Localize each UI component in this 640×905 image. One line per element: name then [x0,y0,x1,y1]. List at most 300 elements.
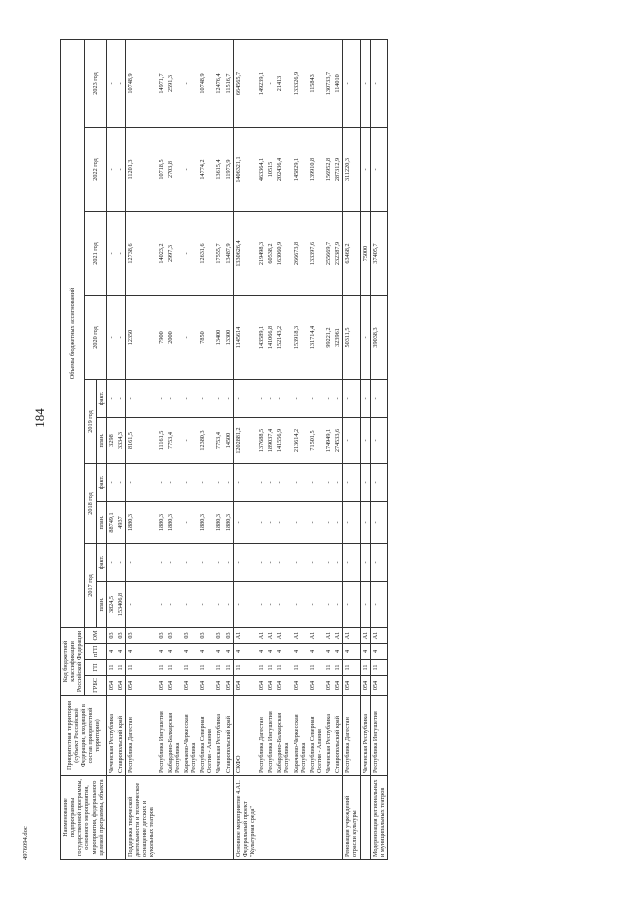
cell-region: Кабардино-Балкарская Республика [275,696,291,776]
cell-code: 4 [182,644,198,660]
cell-code: 11 [333,660,343,676]
cell-code: 03 [126,628,157,644]
cell-code: 03 [182,628,198,644]
cell-value: 7850 [198,296,214,380]
cell-value: 12350 [126,296,157,380]
header-code-grbs: ГРБС [85,676,106,696]
table-row [266,40,275,860]
cell-value: - [224,380,234,418]
cell-value: - [370,582,387,628]
cell-value: - [157,544,166,582]
header-2017-fact: факт. [96,544,106,582]
cell-value: 114010 [333,40,343,128]
cell-value: - [292,502,308,544]
cell-name [198,776,214,860]
cell-value: - [233,544,257,582]
cell-value: 1880,3 [157,502,166,544]
cell-value: - [370,464,387,502]
cell-name: Основное мероприятие 4.А1. Федеральный проект "Культурная среда" [233,776,257,860]
cell-value: - [275,544,291,582]
cell-value: 3334,3 [116,418,126,464]
cell-code: 11 [275,660,291,676]
cell-code: 11 [233,660,257,676]
header-year-2020: 2020 год [85,296,106,380]
cell-value: 153406,8 [116,582,126,628]
cell-code: 4 [157,644,166,660]
cell-value: 130733,7 [324,40,333,128]
cell-value: - [333,544,343,582]
header-year-2019: 2019 год [85,380,96,464]
cell-value: - [182,502,198,544]
cell-value: - [360,40,370,128]
cell-code: 03 [198,628,214,644]
cell-value: - [360,128,370,212]
cell-code: 054 [324,676,333,696]
cell-value: - [266,464,275,502]
cell-value: - [333,582,343,628]
cell-value: - [324,380,333,418]
cell-value: - [292,380,308,418]
header-year-2021: 2021 год [85,212,106,296]
cell-value: - [198,582,214,628]
cell-name [275,776,291,860]
cell-value: - [266,544,275,582]
cell-value: - [106,128,116,212]
cell-value: 14971,7 [157,40,166,128]
cell-value: 3298 [106,418,116,464]
cell-value: 189037,4 [266,418,275,464]
table-row [224,40,234,860]
cell-code: 11 [182,660,198,676]
table-row [166,40,182,860]
cell-value: - [360,502,370,544]
cell-value: - [292,582,308,628]
cell-value: - [360,464,370,502]
cell-value: - [257,544,266,582]
cell-value: - [182,582,198,628]
cell-value: - [370,40,387,128]
cell-value: - [343,380,360,418]
table-row [116,40,126,860]
cell-value: 71501,5 [308,418,324,464]
cell-value: 213614,2 [292,418,308,464]
cell-code: 11 [266,660,275,676]
cell-value: 153918,3 [292,296,308,380]
cell-value: - [214,380,223,418]
cell-value: - [106,544,116,582]
cell-region: Республика Ингушетия [266,696,275,776]
cell-value: - [198,544,214,582]
cell-value: 37405,7 [370,212,387,296]
cell-value: - [106,464,116,502]
cell-code: А1 [343,628,360,644]
table-row [370,40,387,860]
cell-value: 255669,7 [324,212,333,296]
page-number: 184 [31,408,47,428]
cell-value: 12738,6 [126,212,157,296]
cell-value: - [275,502,291,544]
cell-value: - [182,128,198,212]
cell-value: - [275,380,291,418]
cell-region: Кабардино-Балкарская Республика [166,696,182,776]
table-row [198,40,214,860]
cell-value: - [333,502,343,544]
cell-value: 664565,7 [233,40,257,128]
cell-value: - [126,380,157,418]
cell-value: - [333,380,343,418]
cell-value: - [126,464,157,502]
cell-code: А1 [370,628,387,644]
cell-region: Чеченская Республика [214,696,223,776]
cell-value: - [343,544,360,582]
cell-value: - [257,582,266,628]
cell-value: 1145614 [233,296,257,380]
header-year-2022: 2022 год [85,128,106,212]
table-row [182,40,198,860]
cell-value: - [370,418,387,464]
cell-code: 054 [214,676,223,696]
cell-code: 11 [198,660,214,676]
cell-value: 2591,3 [166,40,182,128]
cell-name [257,776,266,860]
cell-value: - [360,544,370,582]
cell-code: 4 [308,644,324,660]
cell-code: 11 [106,660,116,676]
cell-value: 1880,3 [126,502,157,544]
cell-value: - [166,582,182,628]
cell-region: Ставропольский край [333,696,343,776]
cell-value: - [233,502,257,544]
cell-code: 11 [224,660,234,676]
cell-name: Поддержка творческой деятельности и техническое оснащение детских и кукольных театров [126,776,157,860]
cell-value: - [166,464,182,502]
cell-code: 03 [116,628,126,644]
header-2017-plan: план. [96,582,106,628]
cell-code: А1 [308,628,324,644]
cell-value: - [116,128,126,212]
cell-code: 11 [308,660,324,676]
budget-table-sheet [60,40,615,860]
cell-code: 054 [116,676,126,696]
cell-value: - [275,464,291,502]
cell-value: - [266,502,275,544]
cell-value: 12380,3 [198,418,214,464]
cell-name [324,776,333,860]
table-row [233,40,257,860]
cell-name [333,776,343,860]
header-2018-plan: план. [96,502,106,544]
cell-value: 88749,1 [106,502,116,544]
cell-value: - [106,296,116,380]
cell-value: - [157,464,166,502]
cell-code: 11 [324,660,333,676]
cell-code: 054 [126,676,157,696]
cell-code: 4 [343,644,360,660]
cell-value: - [257,464,266,502]
cell-value: - [333,464,343,502]
cell-value: - [292,544,308,582]
cell-value: 1880,3 [166,502,182,544]
cell-value: - [106,212,116,296]
cell-value: 152143,2 [275,296,291,380]
cell-value: 14774,2 [198,128,214,212]
cell-value: - [360,380,370,418]
cell-value: - [182,464,198,502]
cell-code: 054 [224,676,234,696]
cell-value: - [257,502,266,544]
cell-value: - [116,380,126,418]
cell-code: 4 [126,644,157,660]
header-2019-plan: план. [96,418,106,464]
cell-value: - [266,380,275,418]
cell-code: 4 [233,644,257,660]
cell-value: 8161,5 [126,418,157,464]
cell-value: 131714,4 [308,296,324,380]
cell-value: 287312,9 [333,128,343,212]
cell-value: - [116,464,126,502]
table-row [308,40,324,860]
cell-name [214,776,223,860]
cell-value: 14023,2 [157,212,166,296]
cell-code: 054 [308,676,324,696]
cell-region: Карачаево-Черкесская Республика [292,696,308,776]
cell-value: 4937 [116,502,126,544]
cell-value: - [360,418,370,464]
cell-code: 054 [106,676,116,696]
cell-code: 4 [324,644,333,660]
cell-code: 4 [198,644,214,660]
cell-value: - [308,380,324,418]
cell-code: 054 [333,676,343,696]
cell-code: А1 [275,628,291,644]
cell-value: - [233,582,257,628]
cell-value: - [324,502,333,544]
cell-value: - [324,544,333,582]
cell-value: 174949,1 [324,418,333,464]
cell-region: Республика Дагестан [126,696,157,776]
cell-value: 156952,8 [324,128,333,212]
cell-value: 13400 [214,296,223,380]
cell-region: СКФО [233,696,257,776]
header-year-2023: 2023 год [85,40,106,128]
cell-value: - [343,464,360,502]
cell-value: 1880,3 [214,502,223,544]
header-year-2017: 2017 год [85,544,96,628]
cell-value: 7753,4 [166,418,182,464]
cell-value: - [292,464,308,502]
cell-code: 054 [370,676,387,696]
cell-code: 054 [233,676,257,696]
cell-code: 054 [166,676,182,696]
cell-value: - [116,544,126,582]
cell-value: 141556,9 [275,418,291,464]
cell-value: - [257,380,266,418]
table-row [214,40,223,860]
header-code-gp: ГП [85,660,106,676]
cell-code: 4 [166,644,182,660]
cell-name [308,776,324,860]
header-year-2018: 2018 год [85,464,96,544]
cell-code: 4 [116,644,126,660]
cell-code: 4 [106,644,116,660]
cell-code: 11 [116,660,126,676]
cell-region: Чеченская Республика [360,696,370,776]
cell-value: - [308,582,324,628]
cell-value: 17555,7 [214,212,223,296]
cell-code: 4 [214,644,223,660]
header-name: Наименование подпрограммы государственной программы, основного мероприятия, мероприятия, федерального целевой программы, объекта [61,776,107,860]
cell-value: - [214,544,223,582]
cell-value: 163060,9 [275,212,291,296]
cell-value: 1406321,1 [233,128,257,212]
header-region: Приоритетная территория (субъект Российской Федерации, входящий в состав приоритетной территории) [61,696,107,776]
cell-value: 266673,8 [292,212,308,296]
cell-value: 133326,9 [292,40,308,128]
header-code-group: Код бюджетной классификации Российской Федерации [61,628,85,696]
cell-name [266,776,275,860]
cell-name [157,776,166,860]
cell-value: - [182,296,198,380]
cell-name: Реновация учреждений отрасли культуры [343,776,360,860]
cell-code: 11 [343,660,360,676]
cell-code: 4 [370,644,387,660]
cell-code: 11 [214,660,223,676]
cell-value: 2703,8 [166,128,182,212]
cell-value: - [224,582,234,628]
cell-value: - [308,544,324,582]
table-row [343,40,360,860]
cell-value: - [214,582,223,628]
cell-value: 219498,3 [257,212,266,296]
cell-value: 39038,3 [370,296,387,380]
cell-value: 115843 [308,40,324,128]
cell-value: - [233,464,257,502]
cell-value: - [157,380,166,418]
cell-name [106,776,116,860]
table-row [106,40,116,860]
cell-name [360,776,370,860]
cell-value: - [182,418,198,464]
cell-code: 03 [166,628,182,644]
cell-code: 11 [157,660,166,676]
cell-value: - [182,544,198,582]
cell-value: 14500 [224,418,234,464]
cell-value: - [126,582,157,628]
cell-value: 1330626,4 [233,212,257,296]
cell-value: - [324,464,333,502]
cell-value: 323961 [333,296,343,380]
cell-value: - [106,380,116,418]
cell-name [224,776,234,860]
footer-filename: 4976094.doc [22,826,29,860]
cell-code: А1 [233,628,257,644]
header-2019-fact: факт. [96,380,106,418]
cell-value: 13487,9 [224,212,234,296]
cell-value: 232387,9 [333,212,343,296]
cell-region: Республика Ингушетия [157,696,166,776]
cell-region: Республика Дагестан [343,696,360,776]
cell-name: Модернизация региональных и муниципальных театров [370,776,387,860]
cell-value: 143589,1 [257,296,266,380]
cell-value: 75000 [360,212,370,296]
cell-value: - [308,502,324,544]
cell-region: Республика Ингушетия [370,696,387,776]
cell-value: 11201,3 [126,128,157,212]
cell-code: А1 [360,628,370,644]
cell-value: 13615,4 [214,128,223,212]
cell-code: 11 [166,660,182,676]
cell-value: - [214,464,223,502]
cell-value: - [266,582,275,628]
cell-value: 21413 [275,40,291,128]
cell-code: 054 [198,676,214,696]
cell-value: - [116,296,126,380]
cell-value: 1202881,2 [233,418,257,464]
cell-value: - [370,544,387,582]
cell-value: 1880,3 [198,502,214,544]
cell-value: 13300 [224,296,234,380]
cell-name [116,776,126,860]
cell-code: 03 [214,628,223,644]
cell-value: - [308,464,324,502]
cell-code: 054 [292,676,308,696]
cell-value: - [370,380,387,418]
cell-code: 4 [360,644,370,660]
cell-value: 50311,5 [343,296,360,380]
table-row [360,40,370,860]
cell-code: 11 [292,660,308,676]
cell-code: А1 [333,628,343,644]
cell-value: 149239,1 [257,40,266,128]
cell-value: 2997,3 [166,212,182,296]
cell-region: Чеченская Республика [106,696,116,776]
cell-value: - [343,40,360,128]
cell-name [182,776,198,860]
cell-value: 10748,9 [126,40,157,128]
cell-value: - [116,212,126,296]
cell-value: 2000 [166,296,182,380]
header-code-om: ОМ [85,628,106,644]
cell-region: Республика Северная Осетия - Алания [198,696,214,776]
cell-value: 137688,5 [257,418,266,464]
cell-code: А1 [257,628,266,644]
cell-value: - [198,380,214,418]
table-row [157,40,166,860]
table-row [333,40,343,860]
cell-value: - [224,544,234,582]
cell-value: 12476,4 [214,40,223,128]
cell-code: 11 [370,660,387,676]
cell-value: 11516,7 [224,40,234,128]
cell-value: - [224,464,234,502]
cell-name [292,776,308,860]
cell-region: Ставропольский край [224,696,234,776]
cell-value: - [266,40,275,128]
cell-value: 202436,4 [275,128,291,212]
cell-code: 4 [257,644,266,660]
table-row [126,40,157,860]
cell-value: - [157,582,166,628]
cell-value: 10748,9 [198,40,214,128]
cell-value: 463364,1 [257,128,266,212]
cell-value: 145829,1 [292,128,308,212]
header-code-pgp: пГП [85,644,106,660]
cell-code: 054 [182,676,198,696]
cell-value: - [360,296,370,380]
cell-value: 60538,2 [266,212,275,296]
cell-value: - [182,40,198,128]
cell-value: 10718,5 [157,128,166,212]
